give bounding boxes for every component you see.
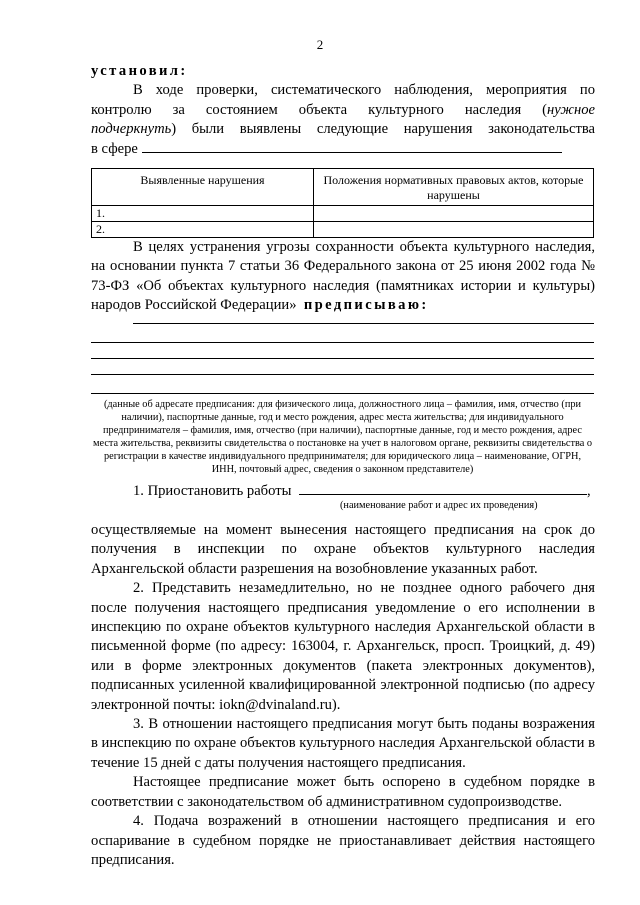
table-header-row xyxy=(92,169,594,206)
intro-line-2-text: контролю за состоянием объекта культурного наследия ( xyxy=(91,101,548,118)
intro-line-1: В ходе проверки, систематического наблюдения, мероприятия по xyxy=(133,82,595,99)
intro-block xyxy=(91,62,595,159)
intro-line-3 xyxy=(91,120,595,139)
sphere-fill-line[interactable] xyxy=(142,152,562,153)
intro-line-4 xyxy=(91,140,595,159)
basis-text: В целях устранения угрозы сохранности объекта культурного наследия, на основании пункта 7 статьи 36 Федерального закона от 25 июня 2002 года № 73-ФЗ «Об объектах культурного наследия (памятниках истории и культуры) народов Российской Федерации» xyxy=(91,239,595,314)
works-fill-line[interactable] xyxy=(299,494,587,495)
intro-line-3-text: ) были выявлены следующие нарушения законодательства xyxy=(171,121,595,138)
row-number: 1. xyxy=(92,206,314,222)
col-header-violations: Выявленные нарушения xyxy=(92,169,314,206)
col-header-acts: Положения нормативных правовых актов, которые нарушены xyxy=(314,169,594,206)
intro-italic-2: подчеркнуть xyxy=(91,121,172,138)
addressee-fill-line[interactable] xyxy=(91,374,594,375)
item1-line xyxy=(91,482,595,501)
addressee-fill-line[interactable] xyxy=(91,358,594,359)
basis-text-container xyxy=(91,238,595,316)
intro-line-2 xyxy=(91,101,595,120)
item1-comma: , xyxy=(587,483,591,499)
item1-continuation: осуществляемые на момент вынесения настоящего предписания на срок до получения в инспекции по охране объектов культурного наследия Архангельской области разрешения на возобновление указанных работ. xyxy=(91,522,595,577)
predpisyvayu-label: предписываю: xyxy=(303,297,429,314)
intro-italic-1: нужное xyxy=(547,101,595,118)
basis-paragraph xyxy=(91,238,595,316)
table-row xyxy=(92,206,594,222)
item4-paragraph: 4. Подача возражений в отношении настоящего предписания и его оспаривание в судебном порядке не приостанавливает действия настоящего предписания. xyxy=(91,813,595,868)
row-number: 2. xyxy=(92,222,314,238)
page-number: 2 xyxy=(316,37,324,52)
addressee-fill-line[interactable] xyxy=(133,323,594,324)
works-note: (наименование работ и адрес их проведения) xyxy=(340,500,538,511)
row-cell[interactable] xyxy=(314,206,594,222)
ustanovil-heading: установил: xyxy=(91,63,188,79)
item1-label: 1. Приостановить работы xyxy=(133,483,292,499)
table-row xyxy=(92,222,594,238)
violations-table xyxy=(91,168,594,238)
row-cell[interactable] xyxy=(314,222,594,238)
item3-paragraph: 3. В отношении настоящего предписания могут быть поданы возражения в инспекцию по охране объектов культурного наследия Архангельской области в течение 15 дней с даты получения настоящего предписания. xyxy=(91,716,595,771)
addressee-fill-line[interactable] xyxy=(91,342,594,343)
addressee-note: (данные об адресате предписания: для физического лица, должностного лица – фамилия, имя, отчество (при наличии), паспортные данные, год и место рождения, адрес места жительства; для индивидуального предпринимателя – фамилия, имя, отчество (при наличии), паспортные данные, год и место рождения, адрес места жительства, реквизиты свидетельства о постановке на учет в налоговом органе, реквизиты свидетельства о регистрации в качестве индивидуального предпринимателя; для юридического лица – наименование, ОГРН, ИНН, почтовый адрес, сведения о законном представителе) xyxy=(92,399,592,475)
intro-sphere-label: в сфере xyxy=(91,140,138,157)
item1-continuation-block xyxy=(91,521,595,870)
appeal-paragraph: Настоящее предписание может быть оспорено в судебном порядке в соответствии с законодательством об административном судопроизводстве. xyxy=(91,774,595,810)
item2-paragraph: 2. Представить незамедлительно, но не позднее одного рабочего дня после получения настоящего предписания уведомление о его исполнении в инспекцию по охране объектов культурного наследия Архангельской области в письменной форме (по адресу: 163004, г. Архангельск, просп. Троицкий, д. 49) или в форме электронных документов (пакета электронных документов), подписанных усиленной квалифицированной электронной подписью (по адресу электронной почты: iokn@dvinaland.ru). xyxy=(91,580,595,713)
addressee-fill-line[interactable] xyxy=(91,393,594,394)
